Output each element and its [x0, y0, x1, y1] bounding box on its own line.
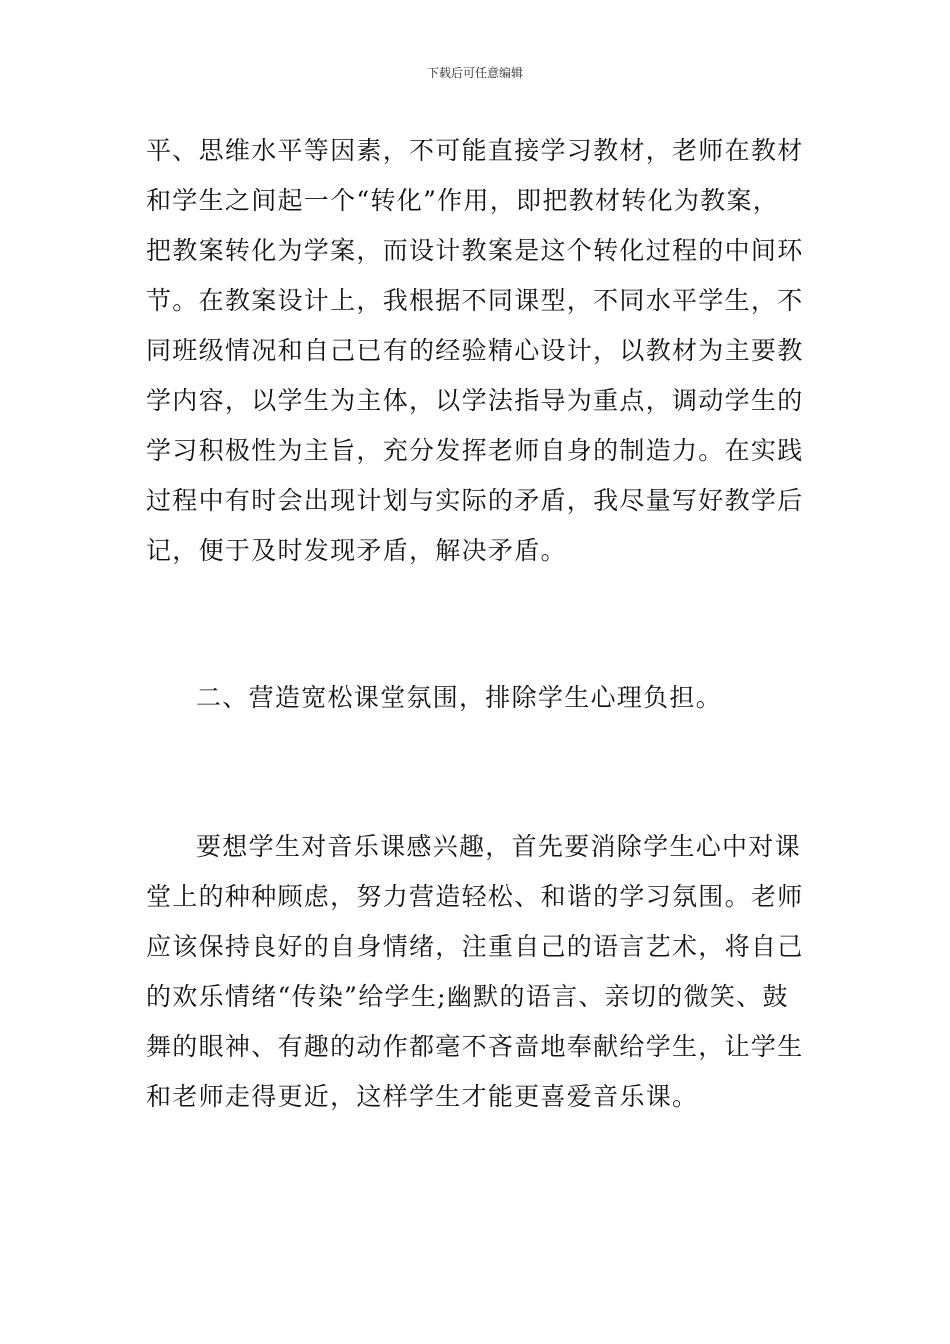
paragraph-line: 学习积极性为主旨，充分发挥老师自身的制造力。在实践 — [146, 436, 804, 465]
paragraph-line: 过程中有时会出现计划与实际的矛盾，我尽量写好教学后 — [146, 486, 804, 515]
section-heading: 二、营造宽松课堂氛围，排除学生心理负担。 — [196, 683, 723, 712]
paragraph-line: 舞的眼神、有趣的动作都毫不吝啬地奉献给学生，让学生 — [146, 1032, 804, 1061]
paragraph-line: 平、思维水平等因素，不可能直接学习教材，老师在教材 — [146, 136, 804, 165]
page-header: 下载后可任意编辑 — [426, 66, 523, 80]
paragraph-line: 把教案转化为学案，而设计教案是这个转化过程的中间环 — [146, 236, 804, 265]
paragraph-line: 和老师走得更近，这样学生才能更喜爱音乐课。 — [146, 1082, 699, 1111]
paragraph-line: 堂上的种种顾虑，努力营造轻松、和谐的学习氛围。老师 — [146, 882, 804, 911]
paragraph-line: 学内容，以学生为主体，以学法指导为重点，调动学生的 — [146, 386, 804, 415]
paragraph-line: 同班级情况和自己已有的经验精心设计，以教材为主要教 — [146, 336, 804, 365]
paragraph-line: 节。在教案设计上，我根据不同课型，不同水平学生，不 — [146, 286, 804, 315]
paragraph-1 — [146, 126, 806, 576]
paragraph-line: 和学生之间起一个“转化”作用，即把教材转化为教案， — [146, 186, 780, 215]
paragraph-line: 的欢乐情绪“传染”给学生;幽默的语言、亲切的微笑、鼓 — [146, 982, 789, 1011]
paragraph-line: 记，便于及时发现矛盾，解决矛盾。 — [146, 536, 567, 565]
paragraph-line: 应该保持良好的自身情绪，注重自己的语言艺术，将自己 — [146, 932, 804, 961]
paragraph-2 — [146, 822, 806, 1122]
paragraph-line: 要想学生对音乐课感兴趣，首先要消除学生心中对课 — [196, 832, 801, 861]
